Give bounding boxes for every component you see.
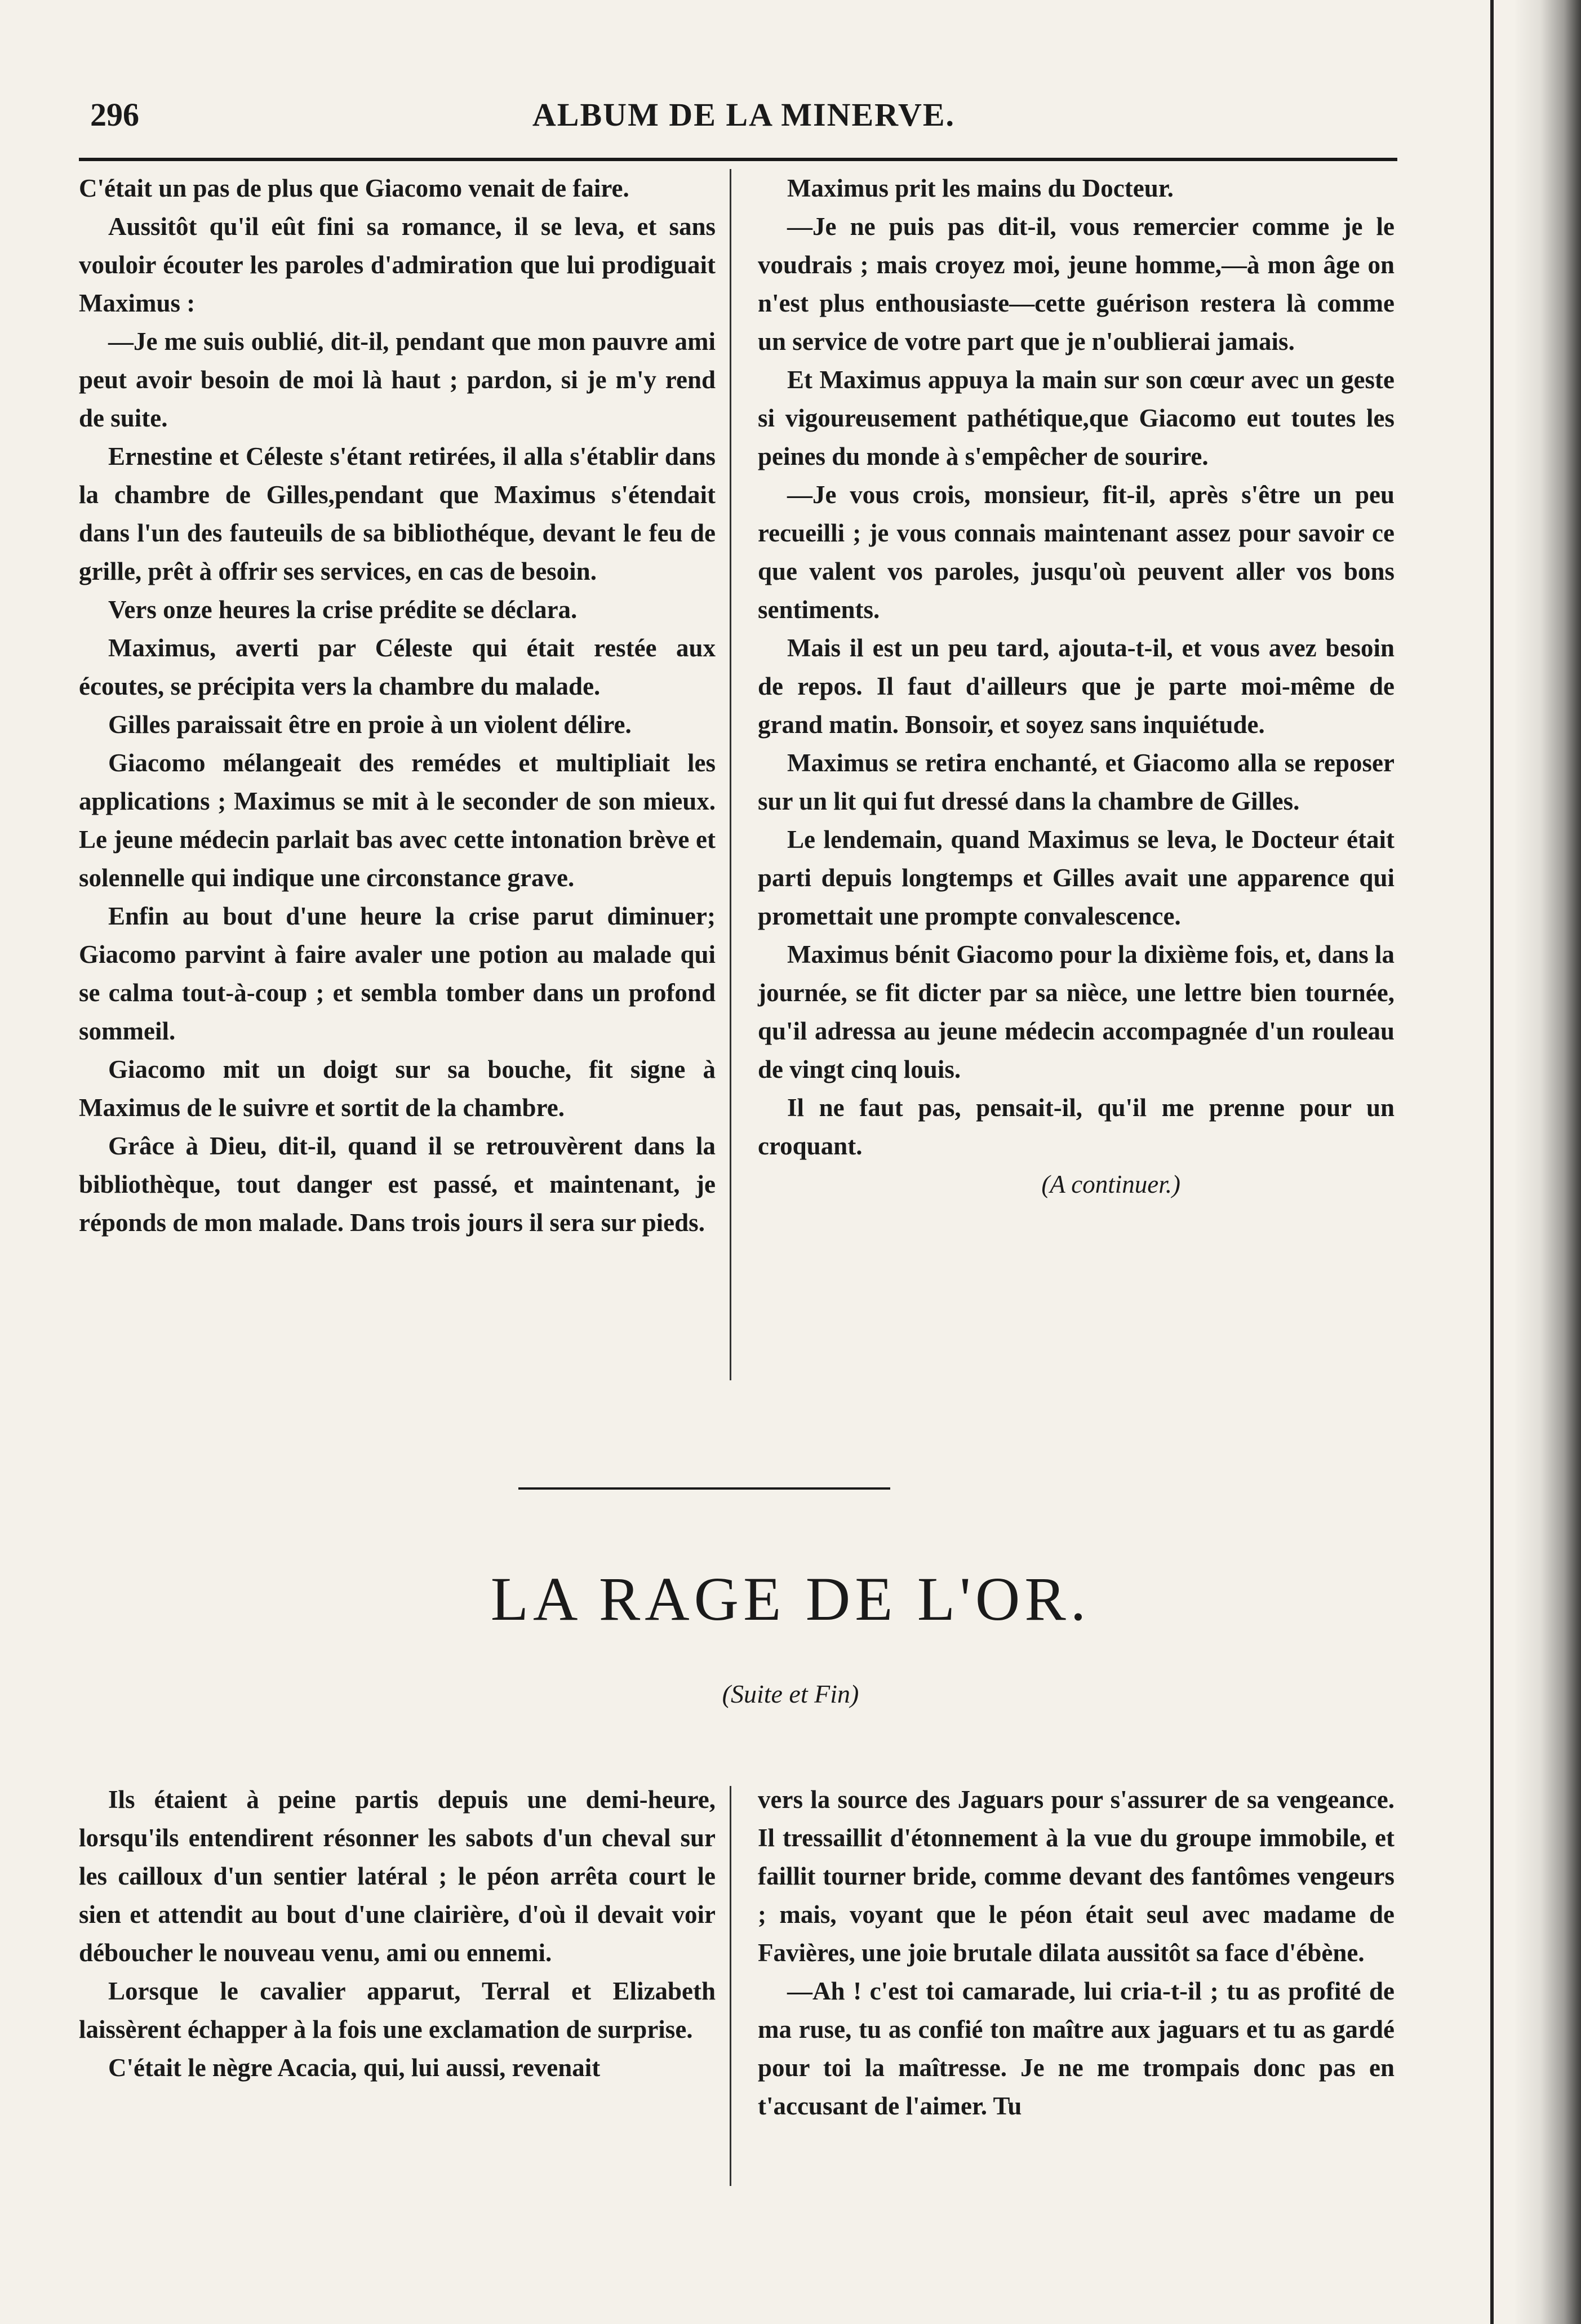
paragraph: Grâce à Dieu, dit-il, quand il se retrouvèrent dans la bibliothèque, tout danger est passé, et maintenant, je réponds de mon malade. Dans trois jours il sera sur pieds.	[79, 1132, 716, 1237]
journal-title: ALBUM DE LA MINERVE.	[532, 96, 956, 133]
paragraph: Aussitôt qu'il eût fini sa romance, il se leva, et sans vouloir écouter les paroles d'admiration que lui prodiguait Maximus :	[79, 212, 716, 317]
paragraph: Enfin au bout d'une heure la crise parut diminuer; Giacomo parvint à faire avaler une potion au malade qui se calma tout-à-coup ; et sembla tomber dans un profond sommeil.	[79, 902, 716, 1045]
paragraph: —Je ne puis pas dit-il, vous remercier comme je le voudrais ; mais croyez moi, jeune homme,—à mon âge on n'est plus enthousiaste—cette guérison restera là comme un service de votre part que je n'oublierai jamais.	[758, 212, 1395, 356]
page-edge-line	[1490, 0, 1494, 2324]
paragraph: Maximus prit les mains du Docteur.	[787, 174, 1174, 202]
paragraph: Vers onze heures la crise prédite se déclara.	[108, 596, 578, 624]
paragraph: —Je me suis oublié, dit-il, pendant que mon pauvre ami peut avoir besoin de moi là haut ; pardon, si je m'y rend de suite.	[79, 327, 716, 432]
paragraph: Et Maximus appuya la main sur son cœur avec un geste si vigoureusement pathétique,que Giacomo eut toutes les peines du monde à s'empêcher de sourire.	[758, 366, 1395, 470]
paragraph: C'était le nègre Acacia, qui, lui aussi, revenait	[108, 2054, 601, 2082]
paragraph: Le lendemain, quand Maximus se leva, le Docteur était parti depuis longtemps et Gilles avait une apparence qui promettait une prompte convalescence.	[758, 825, 1395, 930]
part2-left-column	[79, 1780, 716, 2087]
section-separator	[518, 1487, 890, 1490]
header-rule	[79, 158, 1397, 161]
paragraph: Mais il est un peu tard, ajouta-t-il, et vous avez besoin de repos. Il faut d'ailleurs que je parte moi-même de grand matin. Bonsoir, et soyez sans inquiétude.	[758, 634, 1395, 739]
column-divider	[730, 169, 731, 1380]
paragraph: Maximus se retira enchanté, et Giacomo alla se reposer sur un lit qui fut dressé dans la chambre de Gilles.	[758, 749, 1395, 815]
paragraph: Lorsque le cavalier apparut, Terral et Elizabeth laissèrent échapper à la fois une exclamation de surprise.	[79, 1977, 716, 2043]
part1-right-column	[758, 169, 1395, 1203]
paragraph: Giacomo mit un doigt sur sa bouche, fit signe à Maximus de le suivre et sortit de la chambre.	[79, 1055, 716, 1122]
column-divider	[730, 1786, 731, 2186]
paragraph: Ernestine et Céleste s'étant retirées, il alla s'établir dans la chambre de Gilles,pendant que Maximus s'étendait dans l'un des fauteuils de sa bibliothéque, devant le feu de grille, prêt à offrir ses services, en cas de besoin.	[79, 442, 716, 585]
paragraph: Maximus, averti par Céleste qui était restée aux écoutes, se précipita vers la chambre du malade.	[79, 634, 716, 700]
part1-left-column	[79, 169, 716, 1242]
article-subtitle: (Suite et Fin)	[722, 1679, 859, 1708]
paragraph: vers la source des Jaguars pour s'assurer de sa vengeance. Il tressaillit d'étonnement à la vue du groupe immobile, et faillit tourner bride, comme devant des fantômes vengeurs ; mais, voyant que le péon était seul avec madame de Favières, une joie brutale dilata aussitôt sa face d'ébène.	[758, 1785, 1395, 1967]
paragraph: C'était un pas de plus que Giacomo venait de faire.	[79, 174, 629, 202]
paragraph: —Je vous crois, monsieur, fit-il, après s'être un peu recueilli ; je vous connais maintenant assez pour savoir ce que valent vos paroles, jusqu'où peuvent aller vos bons sentiments.	[758, 481, 1395, 624]
continue-note: (A continuer.)	[1041, 1170, 1180, 1198]
article-title: LA RAGE DE L'OR.	[490, 1565, 1091, 1633]
paragraph: —Ah ! c'est toi camarade, lui cria-t-il ; tu as profité de ma ruse, tu as confié ton maître aux jaguars et tu as gardé pour toi la maîtresse. Je ne me trompais donc pas en t'accusant de l'aimer. Tu	[758, 1977, 1395, 2120]
paragraph: Il ne faut pas, pensait-il, qu'il me prenne pour un croquant.	[758, 1094, 1395, 1160]
paragraph: Giacomo mélangeait des remédes et multipliait les applications ; Maximus se mit à le seconder de son mieux. Le jeune médecin parlait bas avec cette intonation brève et solennelle qui indique une circonstance grave.	[79, 749, 716, 892]
part2-right-column	[758, 1780, 1395, 2125]
paragraph: Maximus bénit Giacomo pour la dixième fois, et, dans la journée, se fit dicter par sa nièce, une lettre bien tournée, qu'il adressa au jeune médecin accompagnée d'un rouleau de vingt cinq louis.	[758, 940, 1395, 1083]
page-number: 296	[90, 96, 139, 133]
paragraph: Gilles paraissait être en proie à un violent délire.	[108, 710, 632, 739]
page-edge-shadow	[1513, 0, 1581, 2324]
paragraph: Ils étaient à peine partis depuis une demi-heure, lorsqu'ils entendirent résonner les sabots d'un cheval sur les cailloux d'un sentier latéral ; le péon arrêta court le sien et attendit au bout d'une clairière, d'où il devait voir déboucher le nouveau venu, ami ou ennemi.	[79, 1785, 716, 1967]
running-header	[90, 96, 1397, 146]
